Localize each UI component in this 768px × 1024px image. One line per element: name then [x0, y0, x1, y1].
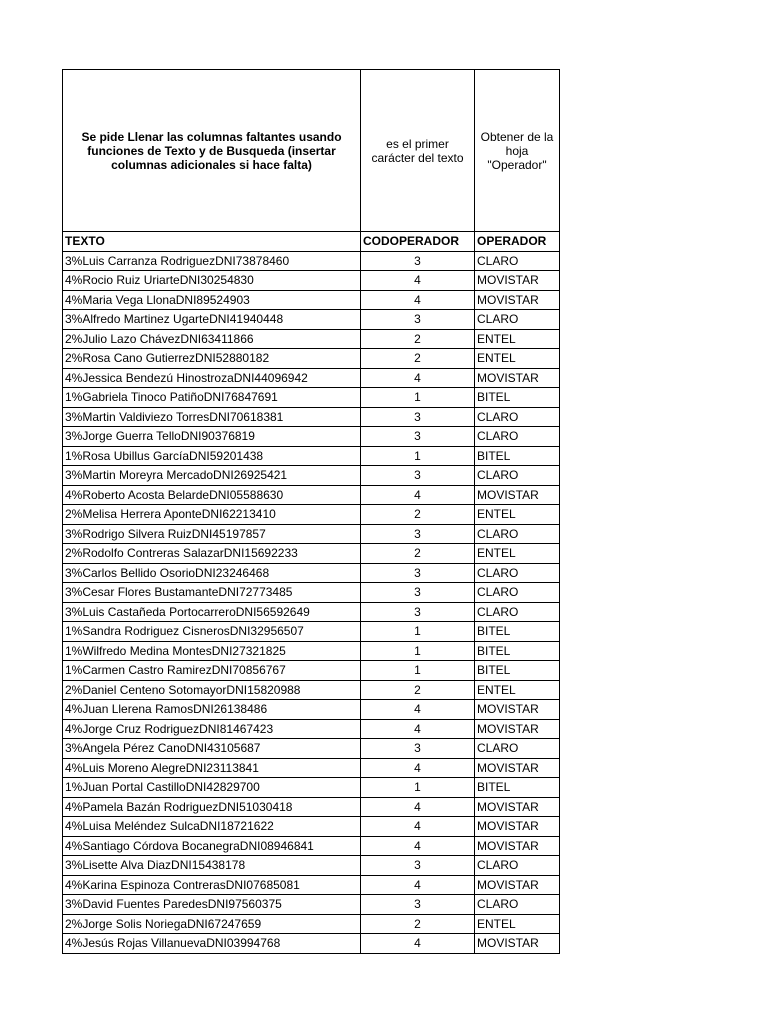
texto-cell[interactable]: 4%Jesús Rojas VillanuevaDNI03994768	[63, 934, 361, 954]
operador-cell[interactable]: ENTEL	[475, 505, 560, 525]
operador-cell[interactable]: CLARO	[475, 583, 560, 603]
sheet-body	[63, 70, 560, 954]
operador-cell[interactable]: CLARO	[475, 310, 560, 330]
header-codoperador[interactable]: CODOPERADOR	[361, 232, 475, 252]
codoperador-cell[interactable]: 2	[361, 544, 475, 564]
texto-cell[interactable]: 3%Luis Carranza RodriguezDNI73878460	[63, 251, 361, 271]
operador-cell[interactable]: MOVISTAR	[475, 719, 560, 739]
codoperador-cell[interactable]: 4	[361, 797, 475, 817]
codoperador-cell[interactable]: 4	[361, 271, 475, 291]
operador-cell[interactable]: MOVISTAR	[475, 271, 560, 291]
table-row	[63, 778, 560, 798]
spreadsheet-table	[62, 69, 560, 954]
texto-cell[interactable]: 3%Lisette Alva DiazDNI15438178	[63, 856, 361, 876]
table-row	[63, 797, 560, 817]
operador-cell[interactable]: ENTEL	[475, 329, 560, 349]
codoperador-cell[interactable]: 1	[361, 446, 475, 466]
operador-cell[interactable]: CLARO	[475, 407, 560, 427]
codoperador-cell[interactable]: 2	[361, 505, 475, 525]
table-row	[63, 407, 560, 427]
codoperador-cell[interactable]: 4	[361, 836, 475, 856]
table-row	[63, 251, 560, 271]
operador-cell[interactable]: CLARO	[475, 856, 560, 876]
codoperador-cell[interactable]: 3	[361, 563, 475, 583]
operador-cell[interactable]: BITEL	[475, 388, 560, 408]
texto-cell[interactable]: 1%Gabriela Tinoco PatiñoDNI76847691	[63, 388, 361, 408]
texto-cell[interactable]: 3%Martin Moreyra MercadoDNI26925421	[63, 466, 361, 486]
texto-cell[interactable]: 1%Carmen Castro RamirezDNI70856767	[63, 661, 361, 681]
operador-cell[interactable]: BITEL	[475, 622, 560, 642]
texto-cell[interactable]: 4%Jessica Bendezú HinostrozaDNI44096942	[63, 368, 361, 388]
codoperador-cell[interactable]: 4	[361, 290, 475, 310]
table-row	[63, 427, 560, 447]
operador-note-cell[interactable]: Obtener de la hoja "Operador"	[475, 70, 560, 232]
table-row	[63, 817, 560, 837]
texto-cell[interactable]: 2%Melisa Herrera AponteDNI62213410	[63, 505, 361, 525]
codoperador-cell[interactable]: 3	[361, 310, 475, 330]
operador-cell[interactable]: MOVISTAR	[475, 485, 560, 505]
codoperador-cell[interactable]: 1	[361, 661, 475, 681]
texto-cell[interactable]: 3%Luis Castañeda PortocarreroDNI56592649	[63, 602, 361, 622]
codoperador-cell[interactable]: 1	[361, 388, 475, 408]
table-row	[63, 524, 560, 544]
table-row	[63, 622, 560, 642]
operador-cell[interactable]: CLARO	[475, 739, 560, 759]
header-texto[interactable]: TEXTO	[63, 232, 361, 252]
table-row	[63, 661, 560, 681]
texto-cell[interactable]: 3%Martin Valdiviezo TorresDNI70618381	[63, 407, 361, 427]
table-row	[63, 466, 560, 486]
table-row	[63, 700, 560, 720]
table-row	[63, 271, 560, 291]
texto-cell[interactable]: 4%Jorge Cruz RodriguezDNI81467423	[63, 719, 361, 739]
texto-cell[interactable]: 3%Rodrigo Silvera RuizDNI45197857	[63, 524, 361, 544]
codoperador-cell[interactable]: 2	[361, 680, 475, 700]
operador-cell[interactable]: CLARO	[475, 563, 560, 583]
instruction-row	[63, 70, 560, 232]
table-row	[63, 485, 560, 505]
texto-cell[interactable]: 1%Sandra Rodriguez CisnerosDNI32956507	[63, 622, 361, 642]
texto-cell[interactable]: 4%Maria Vega LlonaDNI89524903	[63, 290, 361, 310]
codoperador-cell[interactable]: 4	[361, 368, 475, 388]
table-row	[63, 856, 560, 876]
table-row	[63, 290, 560, 310]
operador-cell[interactable]: CLARO	[475, 251, 560, 271]
instruction-cell[interactable]: Se pide Llenar las columnas faltantes usando funciones de Texto y de Busqueda (insertar columnas adicionales si hace falta)	[63, 70, 361, 232]
operador-cell[interactable]: ENTEL	[475, 914, 560, 934]
texto-cell[interactable]: 1%Wilfredo Medina MontesDNI27321825	[63, 641, 361, 661]
codoperador-cell[interactable]: 3	[361, 895, 475, 915]
texto-cell[interactable]: 2%Julio Lazo ChávezDNI63411866	[63, 329, 361, 349]
codoperador-cell[interactable]: 3	[361, 407, 475, 427]
codoperador-cell[interactable]: 1	[361, 641, 475, 661]
codoperador-cell[interactable]: 3	[361, 602, 475, 622]
table-row	[63, 446, 560, 466]
codoperador-cell[interactable]: 3	[361, 251, 475, 271]
texto-cell[interactable]: 4%Santiago Córdova BocanegraDNI08946841	[63, 836, 361, 856]
operador-cell[interactable]: MOVISTAR	[475, 797, 560, 817]
texto-cell[interactable]: 3%Alfredo Martinez UgarteDNI41940448	[63, 310, 361, 330]
codoperador-cell[interactable]: 4	[361, 700, 475, 720]
texto-cell[interactable]: 4%Rocio Ruiz UriarteDNI30254830	[63, 271, 361, 291]
operador-cell[interactable]: ENTEL	[475, 680, 560, 700]
table-row	[63, 602, 560, 622]
codoperador-cell[interactable]: 4	[361, 934, 475, 954]
texto-cell[interactable]: 4%Juan Llerena RamosDNI26138486	[63, 700, 361, 720]
operador-cell[interactable]: CLARO	[475, 427, 560, 447]
operador-cell[interactable]: MOVISTAR	[475, 817, 560, 837]
operador-cell[interactable]: MOVISTAR	[475, 290, 560, 310]
operador-cell[interactable]: BITEL	[475, 778, 560, 798]
texto-cell[interactable]: 2%Jorge Solis NoriegaDNI67247659	[63, 914, 361, 934]
table-row	[63, 349, 560, 369]
table-row	[63, 329, 560, 349]
operador-cell[interactable]: BITEL	[475, 446, 560, 466]
codoperador-cell[interactable]: 3	[361, 427, 475, 447]
texto-cell[interactable]: 3%Carlos Bellido OsorioDNI23246468	[63, 563, 361, 583]
texto-cell[interactable]: 4%Luis Moreno AlegreDNI23113841	[63, 758, 361, 778]
texto-cell[interactable]: 2%Rosa Cano GutierrezDNI52880182	[63, 349, 361, 369]
operador-cell[interactable]: MOVISTAR	[475, 934, 560, 954]
texto-cell[interactable]: 4%Luisa Meléndez SulcaDNI18721622	[63, 817, 361, 837]
operador-cell[interactable]: ENTEL	[475, 349, 560, 369]
codoperador-cell[interactable]: 3	[361, 466, 475, 486]
texto-cell[interactable]: 3%Jorge Guerra TelloDNI90376819	[63, 427, 361, 447]
texto-cell[interactable]: 1%Juan Portal CastilloDNI42829700	[63, 778, 361, 798]
operador-cell[interactable]: ENTEL	[475, 544, 560, 564]
operador-cell[interactable]: CLARO	[475, 524, 560, 544]
table-row	[63, 388, 560, 408]
codoperador-note-cell[interactable]: es el primer carácter del texto	[361, 70, 475, 232]
table-row	[63, 563, 560, 583]
operador-cell[interactable]: MOVISTAR	[475, 875, 560, 895]
codoperador-cell[interactable]: 2	[361, 349, 475, 369]
table-row	[63, 583, 560, 603]
texto-cell[interactable]: 4%Roberto Acosta BelardeDNI05588630	[63, 485, 361, 505]
codoperador-cell[interactable]: 4	[361, 875, 475, 895]
column-header-row	[63, 232, 560, 252]
operador-cell[interactable]: BITEL	[475, 661, 560, 681]
operador-cell[interactable]: CLARO	[475, 602, 560, 622]
texto-cell[interactable]: 4%Pamela Bazán RodriguezDNI51030418	[63, 797, 361, 817]
table-row	[63, 310, 560, 330]
table-row	[63, 875, 560, 895]
table-row	[63, 758, 560, 778]
codoperador-cell[interactable]: 1	[361, 778, 475, 798]
table-row	[63, 836, 560, 856]
texto-cell[interactable]: 1%Rosa Ubillus GarcíaDNI59201438	[63, 446, 361, 466]
table-row	[63, 544, 560, 564]
texto-cell[interactable]: 3%Angela Pérez CanoDNI43105687	[63, 739, 361, 759]
codoperador-cell[interactable]: 3	[361, 524, 475, 544]
table-row	[63, 895, 560, 915]
codoperador-cell[interactable]: 2	[361, 914, 475, 934]
table-row	[63, 914, 560, 934]
operador-cell[interactable]: CLARO	[475, 895, 560, 915]
codoperador-cell[interactable]: 4	[361, 719, 475, 739]
table-row	[63, 934, 560, 954]
codoperador-cell[interactable]: 1	[361, 622, 475, 642]
texto-cell[interactable]: 2%Daniel Centeno SotomayorDNI15820988	[63, 680, 361, 700]
operador-cell[interactable]: CLARO	[475, 466, 560, 486]
table-row	[63, 641, 560, 661]
table-row	[63, 739, 560, 759]
texto-cell[interactable]: 4%Karina Espinoza ContrerasDNI07685081	[63, 875, 361, 895]
table-row	[63, 719, 560, 739]
header-operador[interactable]: OPERADOR	[475, 232, 560, 252]
codoperador-cell[interactable]: 3	[361, 856, 475, 876]
operador-cell[interactable]: MOVISTAR	[475, 758, 560, 778]
table-row	[63, 368, 560, 388]
table-row	[63, 680, 560, 700]
operador-cell[interactable]: MOVISTAR	[475, 836, 560, 856]
codoperador-cell[interactable]: 2	[361, 329, 475, 349]
codoperador-cell[interactable]: 3	[361, 583, 475, 603]
operador-cell[interactable]: MOVISTAR	[475, 700, 560, 720]
codoperador-cell[interactable]: 4	[361, 817, 475, 837]
table-row	[63, 505, 560, 525]
codoperador-cell[interactable]: 4	[361, 758, 475, 778]
operador-cell[interactable]: BITEL	[475, 641, 560, 661]
texto-cell[interactable]: 3%David Fuentes ParedesDNI97560375	[63, 895, 361, 915]
operador-cell[interactable]: MOVISTAR	[475, 368, 560, 388]
codoperador-cell[interactable]: 3	[361, 739, 475, 759]
texto-cell[interactable]: 3%Cesar Flores BustamanteDNI72773485	[63, 583, 361, 603]
codoperador-cell[interactable]: 4	[361, 485, 475, 505]
texto-cell[interactable]: 2%Rodolfo Contreras SalazarDNI15692233	[63, 544, 361, 564]
